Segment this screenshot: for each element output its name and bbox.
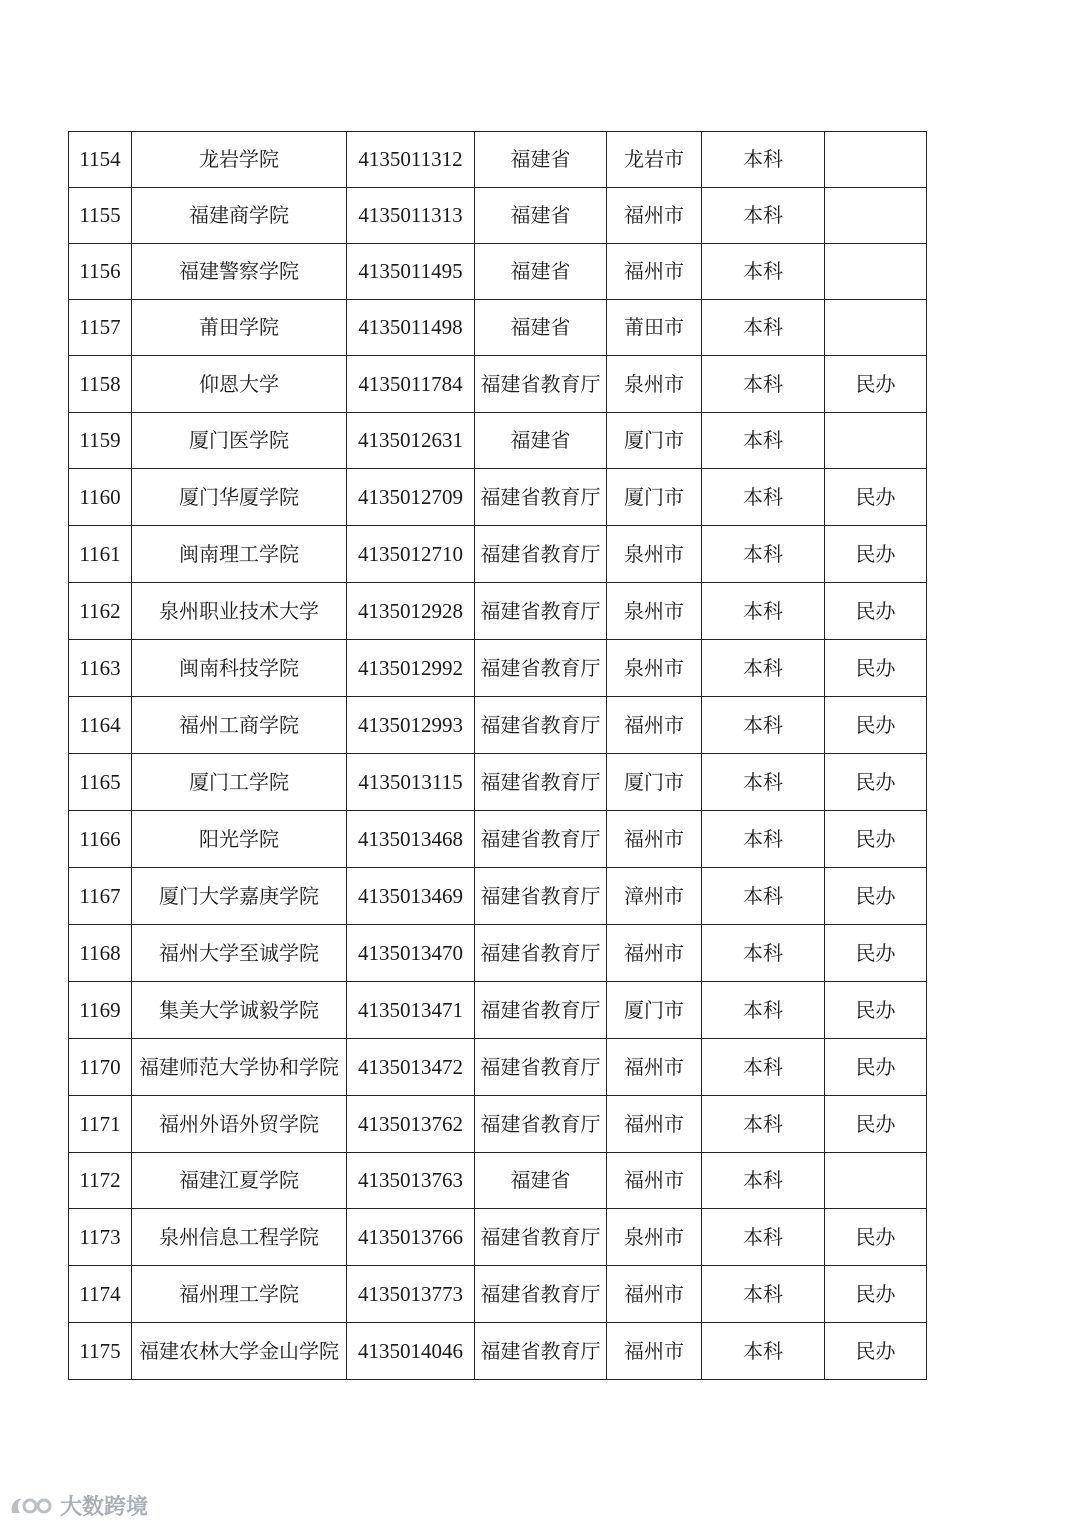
cell-level: 本科	[702, 868, 825, 925]
cell-note: 民办	[825, 697, 927, 754]
cell-note	[825, 300, 927, 356]
cell-authority: 福建省教育厅	[475, 1323, 607, 1380]
cell-school-name: 阳光学院	[132, 811, 347, 868]
cell-authority: 福建省教育厅	[475, 1209, 607, 1266]
cell-city: 龙岩市	[607, 132, 702, 188]
cell-note	[825, 244, 927, 300]
cell-seq: 1167	[69, 868, 132, 925]
cell-school-name: 莆田学院	[132, 300, 347, 356]
cell-school-name: 集美大学诚毅学院	[132, 982, 347, 1039]
cell-level: 本科	[702, 1323, 825, 1380]
cell-school-name: 福建警察学院	[132, 244, 347, 300]
cell-level: 本科	[702, 356, 825, 413]
cell-seq: 1168	[69, 925, 132, 982]
cell-level: 本科	[702, 469, 825, 526]
cell-note: 民办	[825, 469, 927, 526]
cell-level: 本科	[702, 1039, 825, 1096]
cell-school-name: 福建江夏学院	[132, 1153, 347, 1209]
table-row	[69, 1323, 927, 1380]
cell-seq: 1162	[69, 583, 132, 640]
table-row	[69, 868, 927, 925]
cell-note: 民办	[825, 1323, 927, 1380]
cell-seq: 1170	[69, 1039, 132, 1096]
cell-school-name: 福州理工学院	[132, 1266, 347, 1323]
cell-city: 泉州市	[607, 526, 702, 583]
table-row	[69, 1153, 927, 1209]
cell-school-name: 厦门医学院	[132, 413, 347, 469]
table-row	[69, 640, 927, 697]
cell-seq: 1158	[69, 356, 132, 413]
table-row	[69, 244, 927, 300]
cell-seq: 1172	[69, 1153, 132, 1209]
cell-authority: 福建省	[475, 300, 607, 356]
cell-note: 民办	[825, 356, 927, 413]
cell-school-name: 厦门工学院	[132, 754, 347, 811]
cell-seq: 1166	[69, 811, 132, 868]
table-row	[69, 1266, 927, 1323]
table-row	[69, 413, 927, 469]
cell-authority: 福建省	[475, 1153, 607, 1209]
cell-authority: 福建省教育厅	[475, 868, 607, 925]
cell-seq: 1161	[69, 526, 132, 583]
cell-code: 4135012631	[347, 413, 475, 469]
cell-seq: 1163	[69, 640, 132, 697]
cell-school-name: 福州工商学院	[132, 697, 347, 754]
table-row	[69, 356, 927, 413]
cell-note	[825, 132, 927, 188]
cell-authority: 福建省教育厅	[475, 925, 607, 982]
cell-city: 泉州市	[607, 640, 702, 697]
cell-seq: 1165	[69, 754, 132, 811]
cell-city: 厦门市	[607, 413, 702, 469]
cell-code: 4135013469	[347, 868, 475, 925]
cell-city: 福州市	[607, 925, 702, 982]
cell-seq: 1175	[69, 1323, 132, 1380]
cell-level: 本科	[702, 244, 825, 300]
cell-authority: 福建省教育厅	[475, 640, 607, 697]
cell-note: 民办	[825, 925, 927, 982]
cell-code: 4135011495	[347, 244, 475, 300]
university-list-table	[68, 131, 927, 1380]
cell-seq: 1159	[69, 413, 132, 469]
cell-authority: 福建省教育厅	[475, 1266, 607, 1323]
cell-code: 4135012992	[347, 640, 475, 697]
cell-level: 本科	[702, 583, 825, 640]
cell-level: 本科	[702, 300, 825, 356]
cell-code: 4135012928	[347, 583, 475, 640]
cell-authority: 福建省教育厅	[475, 754, 607, 811]
cell-seq: 1155	[69, 188, 132, 244]
cell-level: 本科	[702, 925, 825, 982]
table-row	[69, 982, 927, 1039]
table-row	[69, 1039, 927, 1096]
cell-seq: 1157	[69, 300, 132, 356]
cell-city: 泉州市	[607, 356, 702, 413]
cell-code: 4135013470	[347, 925, 475, 982]
cell-level: 本科	[702, 640, 825, 697]
cell-level: 本科	[702, 132, 825, 188]
cell-note: 民办	[825, 526, 927, 583]
cell-school-name: 厦门华厦学院	[132, 469, 347, 526]
cell-note: 民办	[825, 982, 927, 1039]
cell-level: 本科	[702, 1096, 825, 1153]
cell-note: 民办	[825, 640, 927, 697]
cell-code: 4135011313	[347, 188, 475, 244]
table-body	[69, 132, 927, 1380]
cell-school-name: 仰恩大学	[132, 356, 347, 413]
watermark-text: 大数跨境	[60, 1495, 149, 1520]
cell-authority: 福建省	[475, 244, 607, 300]
cell-authority: 福建省	[475, 413, 607, 469]
cell-level: 本科	[702, 811, 825, 868]
cell-code: 4135013766	[347, 1209, 475, 1266]
cell-city: 福州市	[607, 1096, 702, 1153]
cell-seq: 1160	[69, 469, 132, 526]
cell-seq: 1164	[69, 697, 132, 754]
cell-level: 本科	[702, 413, 825, 469]
cell-authority: 福建省	[475, 132, 607, 188]
cell-note	[825, 413, 927, 469]
cell-note	[825, 1153, 927, 1209]
cell-level: 本科	[702, 526, 825, 583]
cell-code: 4135011312	[347, 132, 475, 188]
cell-note: 民办	[825, 583, 927, 640]
cell-code: 4135013471	[347, 982, 475, 1039]
cell-school-name: 福州大学至诚学院	[132, 925, 347, 982]
cell-seq: 1171	[69, 1096, 132, 1153]
cell-seq: 1154	[69, 132, 132, 188]
cell-code: 4135012709	[347, 469, 475, 526]
cell-seq: 1156	[69, 244, 132, 300]
table-row	[69, 1096, 927, 1153]
cell-city: 厦门市	[607, 469, 702, 526]
table-row	[69, 469, 927, 526]
cell-authority: 福建省教育厅	[475, 1096, 607, 1153]
cell-city: 泉州市	[607, 583, 702, 640]
watermark	[8, 1490, 148, 1521]
cell-authority: 福建省教育厅	[475, 697, 607, 754]
cell-school-name: 泉州职业技术大学	[132, 583, 347, 640]
cell-level: 本科	[702, 1209, 825, 1266]
cell-note: 民办	[825, 1039, 927, 1096]
cell-city: 福州市	[607, 244, 702, 300]
cell-city: 莆田市	[607, 300, 702, 356]
cell-school-name: 福建商学院	[132, 188, 347, 244]
cell-seq: 1173	[69, 1209, 132, 1266]
cell-level: 本科	[702, 188, 825, 244]
cell-code: 4135013762	[347, 1096, 475, 1153]
cell-school-name: 厦门大学嘉庚学院	[132, 868, 347, 925]
cell-level: 本科	[702, 697, 825, 754]
cell-note: 民办	[825, 1266, 927, 1323]
cell-city: 漳州市	[607, 868, 702, 925]
cell-seq: 1174	[69, 1266, 132, 1323]
cell-code: 4135011498	[347, 300, 475, 356]
cell-code: 4135012710	[347, 526, 475, 583]
table-row	[69, 583, 927, 640]
cell-note: 民办	[825, 754, 927, 811]
cell-note: 民办	[825, 868, 927, 925]
cell-city: 福州市	[607, 811, 702, 868]
cell-city: 福州市	[607, 188, 702, 244]
cell-school-name: 福建师范大学协和学院	[132, 1039, 347, 1096]
table-row	[69, 754, 927, 811]
cell-code: 4135013468	[347, 811, 475, 868]
cell-city: 泉州市	[607, 1209, 702, 1266]
cell-authority: 福建省教育厅	[475, 982, 607, 1039]
cell-authority: 福建省教育厅	[475, 811, 607, 868]
cell-authority: 福建省教育厅	[475, 1039, 607, 1096]
cell-authority: 福建省教育厅	[475, 356, 607, 413]
cell-city: 厦门市	[607, 982, 702, 1039]
cell-school-name: 龙岩学院	[132, 132, 347, 188]
university-list-table-container	[68, 131, 926, 1380]
cell-authority: 福建省教育厅	[475, 526, 607, 583]
table-row	[69, 132, 927, 188]
cell-code: 4135012993	[347, 697, 475, 754]
table-row	[69, 697, 927, 754]
cell-level: 本科	[702, 982, 825, 1039]
cell-code: 4135013763	[347, 1153, 475, 1209]
cell-authority: 福建省教育厅	[475, 469, 607, 526]
cell-city: 福州市	[607, 1323, 702, 1380]
cell-note: 民办	[825, 1209, 927, 1266]
cell-code: 4135013773	[347, 1266, 475, 1323]
cell-city: 福州市	[607, 1153, 702, 1209]
cell-city: 厦门市	[607, 754, 702, 811]
cell-seq: 1169	[69, 982, 132, 1039]
cell-code: 4135013115	[347, 754, 475, 811]
cell-code: 4135014046	[347, 1323, 475, 1380]
cell-school-name: 泉州信息工程学院	[132, 1209, 347, 1266]
cell-school-name: 闽南科技学院	[132, 640, 347, 697]
cell-city: 福州市	[607, 1039, 702, 1096]
cell-level: 本科	[702, 754, 825, 811]
table-row	[69, 188, 927, 244]
cell-note	[825, 188, 927, 244]
table-row	[69, 1209, 927, 1266]
cell-school-name: 福建农林大学金山学院	[132, 1323, 347, 1380]
table-row	[69, 300, 927, 356]
cell-level: 本科	[702, 1153, 825, 1209]
cell-authority: 福建省教育厅	[475, 583, 607, 640]
cell-code: 4135013472	[347, 1039, 475, 1096]
cell-city: 福州市	[607, 697, 702, 754]
cell-city: 福州市	[607, 1266, 702, 1323]
brand-logo-icon	[8, 1493, 56, 1519]
cell-level: 本科	[702, 1266, 825, 1323]
cell-school-name: 福州外语外贸学院	[132, 1096, 347, 1153]
cell-authority: 福建省	[475, 188, 607, 244]
cell-note: 民办	[825, 811, 927, 868]
table-row	[69, 811, 927, 868]
table-row	[69, 526, 927, 583]
table-row	[69, 925, 927, 982]
cell-code: 4135011784	[347, 356, 475, 413]
cell-note: 民办	[825, 1096, 927, 1153]
cell-school-name: 闽南理工学院	[132, 526, 347, 583]
